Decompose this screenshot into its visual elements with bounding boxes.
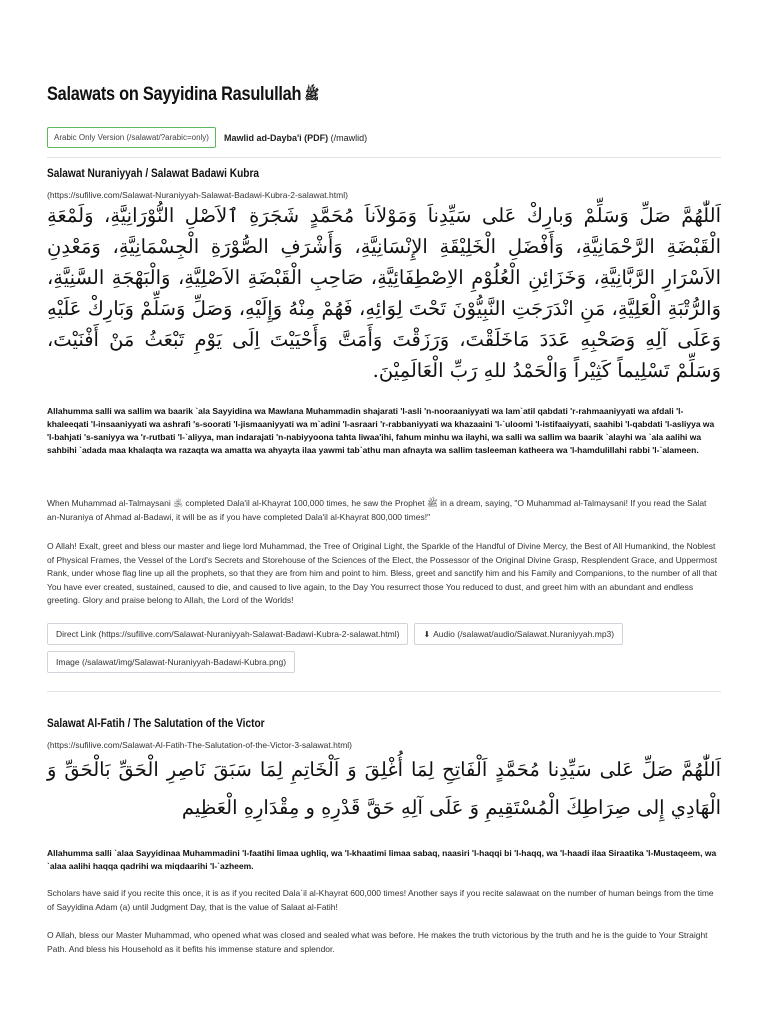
transliteration-nuraniyyah: Allahumma salli wa sallim wa baarik `ala Sayyidina wa Mawlana Muhammadin shajarati 'l-asli 'n-nooraaniyyati wa lam`atil qabdati 'r-rahmaaniyyati wa afdali 'l-khaleeqati 'l-insaaniyyati wa ashrafi 's-soorati 'l-jismaaniyyati wa m`adini 'l-asraari 'r-rabbaniyyati wa khazaaini 'l-`uloomi 'l-istifaaiyyati, saahibi 'l-qabdati 'l-asliyya wa 'l-bahjati 's-saniyya wa 'r-rutbati 'l-`aliyya, man indarajati 'n-nabiyyoona tahta liwaa'ihi, fahum minhu wa ilayhi, wa salli wa sallim wa baarik `alayhi wa `ala aalihi wa sahbihi `adada maa khalaqta wa razaqta wa amatta wa ahyayta ilaa yawmi tab`athu man afnayta wa sallim tasleeman katheera wa 'l-hamdulillahi rabbi 'l-`alameen. bbox=[47, 406, 715, 455]
salawat-honorific-icon: ﷺ bbox=[427, 498, 438, 508]
divider bbox=[47, 157, 721, 158]
page-title: Salawats on Sayyidina Rasulullah ﷺ bbox=[47, 84, 320, 105]
section-title-fatih: Salawat Al-Fatih / The Salutation of the Victor bbox=[47, 718, 265, 730]
salawat-honorific-icon: ﷺ bbox=[304, 86, 320, 102]
section-url-fatih[interactable]: (https://sufilive.com/Salawat-Al-Fatih-The-Salutation-of-the-Victor-3-salawat.html) bbox=[47, 740, 353, 750]
translation-fatih: O Allah, bless our Master Muhammad, who opened what was closed and sealed what was before. He makes the truth victorious by the truth and he is the guide to Your Straight Path. And bless his Household as it befits his immense stature and splendor. bbox=[47, 930, 708, 954]
transliteration-fatih: Allahumma salli `alaa Sayyidinaa Muhammadini 'l-faatihi limaa ughliq, wa 'l-khaatimi limaa sabaq, naasiri 'l-haqqi bi 'l-haqq, wa 'l-haadi ilaa Siraatika 'l-Mustaqeem, wa `alaa aalihi haqqa qadrihi wa miqdaarihi 'l-`azheem. bbox=[47, 848, 717, 871]
section-url-nuraniyyah[interactable]: (https://sufilive.com/Salawat-Nuraniyyah-Salawat-Badawi-Kubra-2-salawat.html) bbox=[47, 190, 348, 200]
arabic-only-button[interactable]: Arabic Only Version (/salawat/?arabic=only) bbox=[47, 127, 216, 148]
mawlid-link[interactable]: Mawlid ad-Dayba'i (PDF) (/mawlid) bbox=[223, 132, 368, 143]
resource-links-nuraniyyah bbox=[47, 623, 721, 673]
story-paragraph: When Muhammad al-Talmaysani ﵁ completed Dala'il al-Khayrat 100,000 times, he saw the Prophet ﷺ in a dream, saying, "O Muhammad al-Talmaysani! If you read the Salat an-Nuraniya of Ahmad al-Badawi, it will be as if you have completed Dala'il al-Khayrat 800,000 times!" bbox=[47, 498, 707, 522]
arabic-text-nuraniyyah: اَللّٰهُمَّ صَلِّ وَسَلِّمْ وَبارِكْ عَلى سَيِّدِناَ وَمَوْلاَناَ مُحَمَّدٍ شَجَرَةِ ٱلاَصْلِ النُّوْرَانِيَّةِ، وَلَمْعَةِ الْقَبْضَةِ الرَّحْمَانِيَّةِ، وَأَفْضَلِ الْخَلِيْقَةِ الإِنْسَانِيَّةِ، وَأَشْرَفِ الصُّوْرَةِ الْجِسْمَانِيَّةِ، وَمَعْدِنِ الاَسْرَارِ الرَّبَّانِيَّةِ، وَخَزَائِنِ الْعُلُوْمِ الاِصْطِفَائِيَّةِ، صَاحِبِ الْقَبْضَةِ الاَصْلِيَّةِ، وَالْبَهْجَةِ السَّنِيَّةِ، وَالرُّتْبَةِ الْعَلِيَّةِ، مَنِ انْدَرَجَتِ النَّبِيُّوْنَ تَحْتَ لِوَائِهِ، فَهُمْ مِنْهُ وَإِلَيْهِ، وَصَلِّ وَسَلِّمْ وَبَارِكْ عَلَيْهِ وَعَلَى آلِهِ وَصَحْبِهِ عَدَدَ مَاخَلَقْتَ، وَرَزَقْتَ وَأَمَتَّ وَأَحْيَيْتَ اِلَى يَوْمِ تَبْعَثُ مَنْ أَفْنَيْتَ، وَسَلِّمْ تَسْلِيماً كَثِيْراً وَالْحَمْدُ للهِ رَبِّ الْعَالَمِيْنَ. bbox=[47, 204, 721, 382]
top-links bbox=[47, 127, 367, 148]
translation-nuraniyyah: O Allah! Exalt, greet and bless our master and liege lord Muhammad, the Tree of Original Light, the Sparkle of the Handful of Divine Mercy, the Best of All Humankind, the Noblest of Physical Frames, the Vessel of the Lord's Secrets and Storehouse of the Sciences of the Elect, the Possessor of the Original Divine Grasp, Resplendent Grace, and Uppermost Rank, under whose flag line up all the prophets, so that they are from him and point to him. Bless, greet and sanctify him and his Family and Companions, to the number of all that You have ever created, sustained, caused to die, and caused to live again, to the Day You resurrect those You reduced to dust, and greet him with an abundant and endless greeting. Glory and praise belong to Allah, the Lord of the Worlds! bbox=[47, 541, 718, 605]
audio-button[interactable]: ⬇ Audio (/salawat/audio/Salawat.Nuraniyyah.mp3) bbox=[414, 623, 623, 645]
divider bbox=[47, 691, 721, 692]
section-title-nuraniyyah: Salawat Nuraniyyah / Salawat Badawi Kubra bbox=[47, 168, 260, 180]
direct-link-button[interactable]: Direct Link (https://sufilive.com/Salawat-Nuraniyyah-Salawat-Badawi-Kubra-2-salawat.html) bbox=[47, 623, 408, 645]
arabic-text-fatih: اَللّٰهُمَّ صَلِّ عَلى سَيِّدِنا مُحَمَّدٍ اَلْفَاتِحِ لِمَا أُغْلِقَ وَ اَلْخَاتِمِ لِمَا سَبَقَ نَاصِرِ الْحَقِّ بَالْحَقِّ وَ الْهَادِي إِلى صِرَاطِكَ الْمُسْتَقِيمِ وَ عَلَى آلِهِ حَقَّ قَدْرِهِ و مِقْدَارِهِ الْعَظِيم bbox=[47, 758, 721, 819]
download-icon: ⬇ bbox=[423, 630, 431, 639]
note-fatih: Scholars have said if you recite this once, it is as if you recited Dala`il al-Khayrat 600,000 times! Another says if you recite salawaat on the number of human beings from the time of Sayyidina Adam (a) until Judgment Day, that is the value of Salaat al-Fatih! bbox=[47, 888, 714, 912]
image-button[interactable]: Image (/salawat/img/Salawat-Nuraniyyah-Badawi-Kubra.png) bbox=[47, 651, 295, 673]
radiyallahu-icon: ﵁ bbox=[173, 498, 183, 508]
